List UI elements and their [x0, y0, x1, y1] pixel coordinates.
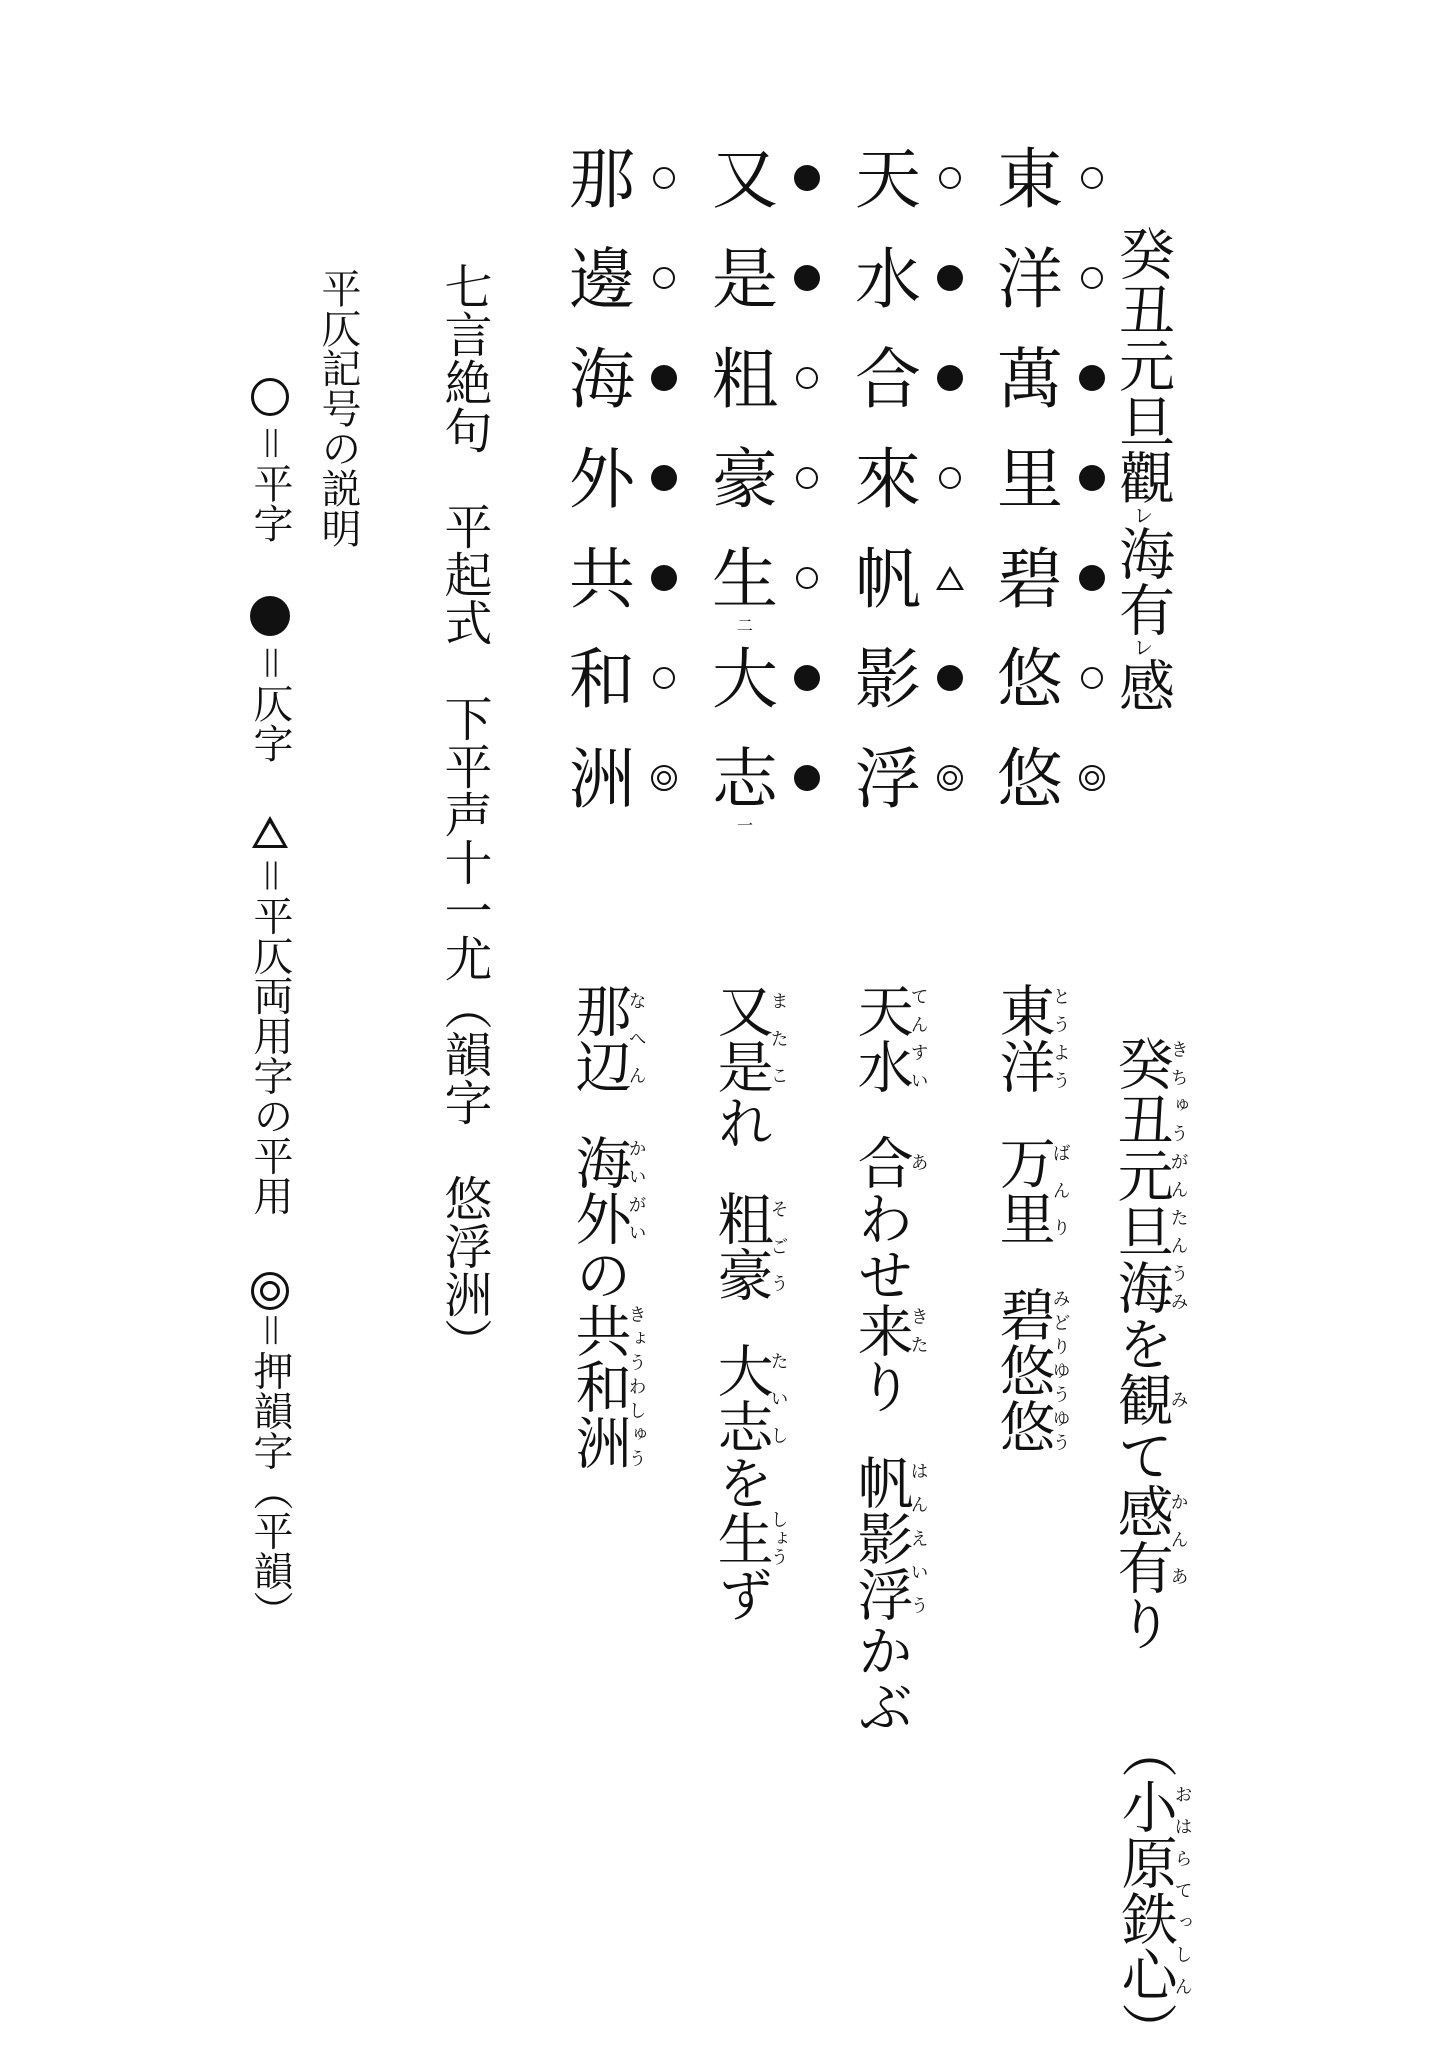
poem-cell: [705, 730, 825, 835]
poem-character: 志: [712, 741, 778, 818]
poem-character: 外: [569, 441, 635, 518]
poem-cell: [562, 530, 682, 630]
poem-cell: [990, 630, 1110, 730]
hei-circle-icon: [1074, 160, 1110, 196]
poem-character: 海: [569, 341, 635, 418]
poem-cell: [705, 330, 825, 430]
hei-circle-icon: [789, 360, 825, 396]
poem-character: 悠: [997, 741, 1063, 818]
legend-line: [247, 378, 293, 1631]
poem-character: 洋: [997, 241, 1063, 318]
poem-character: 生: [712, 541, 778, 618]
poem-cell: [990, 430, 1110, 530]
soku-dot-icon: [789, 260, 825, 296]
poem-title: [1110, 225, 1175, 713]
poem-character: 是: [712, 241, 778, 318]
poem-character: 那: [569, 141, 635, 218]
poem-character: 萬: [997, 341, 1063, 418]
hei-circle-icon: [646, 160, 682, 196]
poem-cell: [705, 130, 825, 230]
poem-cell: [990, 330, 1110, 430]
poem-cell: [562, 230, 682, 330]
poem-cell: [562, 630, 682, 730]
poem-character: 水: [855, 241, 921, 318]
poem-line-3: [705, 130, 825, 835]
poem-line-4: [562, 130, 682, 830]
legend-soku-label: ＝仄字: [247, 642, 293, 763]
poem-cell: [705, 530, 825, 635]
poem-character: 天: [855, 141, 921, 218]
poem-character: 帆: [855, 541, 921, 618]
double-circle-icon: [251, 1268, 289, 1310]
poem-character: 邊: [569, 241, 635, 318]
reading-line-4: 那辺なへん海外かいがいの共和洲きょうわしゅう: [566, 982, 647, 1470]
hei-circle-icon: [932, 160, 968, 196]
poem-cell: [705, 430, 825, 530]
poem-character: 大: [712, 641, 778, 718]
title-part: 海有: [1110, 525, 1175, 637]
poem-character: 粗: [712, 341, 778, 418]
poem-character: 來: [855, 441, 921, 518]
poem-cell: [848, 630, 968, 730]
poem-cell: [848, 430, 968, 530]
soku-dot-icon: [789, 660, 825, 696]
soku-dot-icon: [250, 596, 290, 643]
reading-line-3: 又是またこれ粗豪そごう大志たいしを生しょうず: [708, 982, 789, 1622]
title-part: 癸丑元旦觀: [1110, 225, 1175, 505]
kaeri-mark: レ: [1130, 505, 1154, 525]
poem-line-1: [990, 130, 1110, 830]
soku-dot-icon: [789, 160, 825, 196]
poem-cell: [562, 330, 682, 430]
poem-cell: [705, 230, 825, 330]
poem-character: 碧: [997, 541, 1063, 618]
legend-hei-label: ＝平字: [247, 423, 293, 543]
reading-title: 癸丑元旦海きちゅうがんたんうみを観みて感有かんあり: [1108, 1035, 1189, 1651]
author: （小原鉄心おはらてっしん）: [1112, 1722, 1193, 2058]
kaeri-mark: レ: [1130, 637, 1154, 657]
poem-cell: [562, 130, 682, 230]
legend-both-label: ＝平仄両用字の平用: [247, 855, 293, 1216]
kaeri-ten-mark: 一: [736, 816, 753, 835]
poem-cell: [990, 130, 1110, 230]
poem-character: 豪: [712, 441, 778, 518]
poem-cell: [848, 230, 968, 330]
hei-circle-icon: [646, 260, 682, 296]
poem-cell: [848, 130, 968, 230]
triangle-icon: [252, 815, 288, 855]
hei-circle-icon: [1074, 260, 1110, 296]
hei-circle-icon: [646, 660, 682, 696]
soku-dot-icon: [646, 360, 682, 396]
poem-cell: [990, 530, 1110, 630]
hei-circle-icon: [251, 378, 289, 423]
poem-character: 洲: [569, 741, 635, 818]
poem-line-2: [848, 130, 968, 830]
soku-dot-icon: [1074, 560, 1110, 596]
poem-character: 共: [569, 541, 635, 618]
legend-rhyme-label: ＝押韻字（平韻）: [247, 1310, 293, 1631]
soku-dot-icon: [932, 660, 968, 696]
poem-cell: [705, 630, 825, 730]
poem-character: 東: [997, 141, 1063, 218]
reading-line-2: 天水てんすい合あわせ来きたり帆影浮はんえいうかぶ: [848, 982, 929, 1734]
poem-character: 影: [855, 641, 921, 718]
soku-dot-icon: [646, 560, 682, 596]
soku-dot-icon: [932, 260, 968, 296]
poem-cell: [990, 730, 1110, 830]
author-name: 小原鉄心: [1112, 1778, 1178, 2002]
triangle-icon: [932, 560, 968, 596]
poem-cell: [562, 730, 682, 830]
title-part: 感: [1110, 657, 1175, 713]
poem-cell: [848, 530, 968, 630]
double-circle-icon: [646, 760, 682, 796]
soku-dot-icon: [1074, 360, 1110, 396]
metre-note: 七言絶句 平起式 下平声十一尤（韻字 悠浮洲）: [436, 262, 492, 1366]
poem-character: 和: [569, 641, 635, 718]
poem-character: 悠: [997, 641, 1063, 718]
kaeri-ten-mark: 二: [736, 616, 753, 635]
poem-character: 浮: [855, 741, 921, 818]
reading-line-1: 東洋とうよう万里ばんり碧悠悠みどりゆうゆう: [990, 982, 1071, 1454]
double-circle-icon: [932, 760, 968, 796]
soku-dot-icon: [789, 760, 825, 796]
legend-title: 平仄記号の説明: [315, 268, 361, 548]
hei-circle-icon: [789, 560, 825, 596]
hei-circle-icon: [789, 460, 825, 496]
hei-circle-icon: [1074, 660, 1110, 696]
soku-dot-icon: [932, 360, 968, 396]
poem-cell: [848, 330, 968, 430]
poem-character: 又: [712, 141, 778, 218]
poem-character: 合: [855, 341, 921, 418]
poem-cell: [990, 230, 1110, 330]
poem-character: 里: [997, 441, 1063, 518]
double-circle-icon: [1074, 760, 1110, 796]
poem-cell: [562, 430, 682, 530]
soku-dot-icon: [646, 460, 682, 496]
poem-cell: [848, 730, 968, 830]
soku-dot-icon: [1074, 460, 1110, 496]
hei-circle-icon: [932, 460, 968, 496]
